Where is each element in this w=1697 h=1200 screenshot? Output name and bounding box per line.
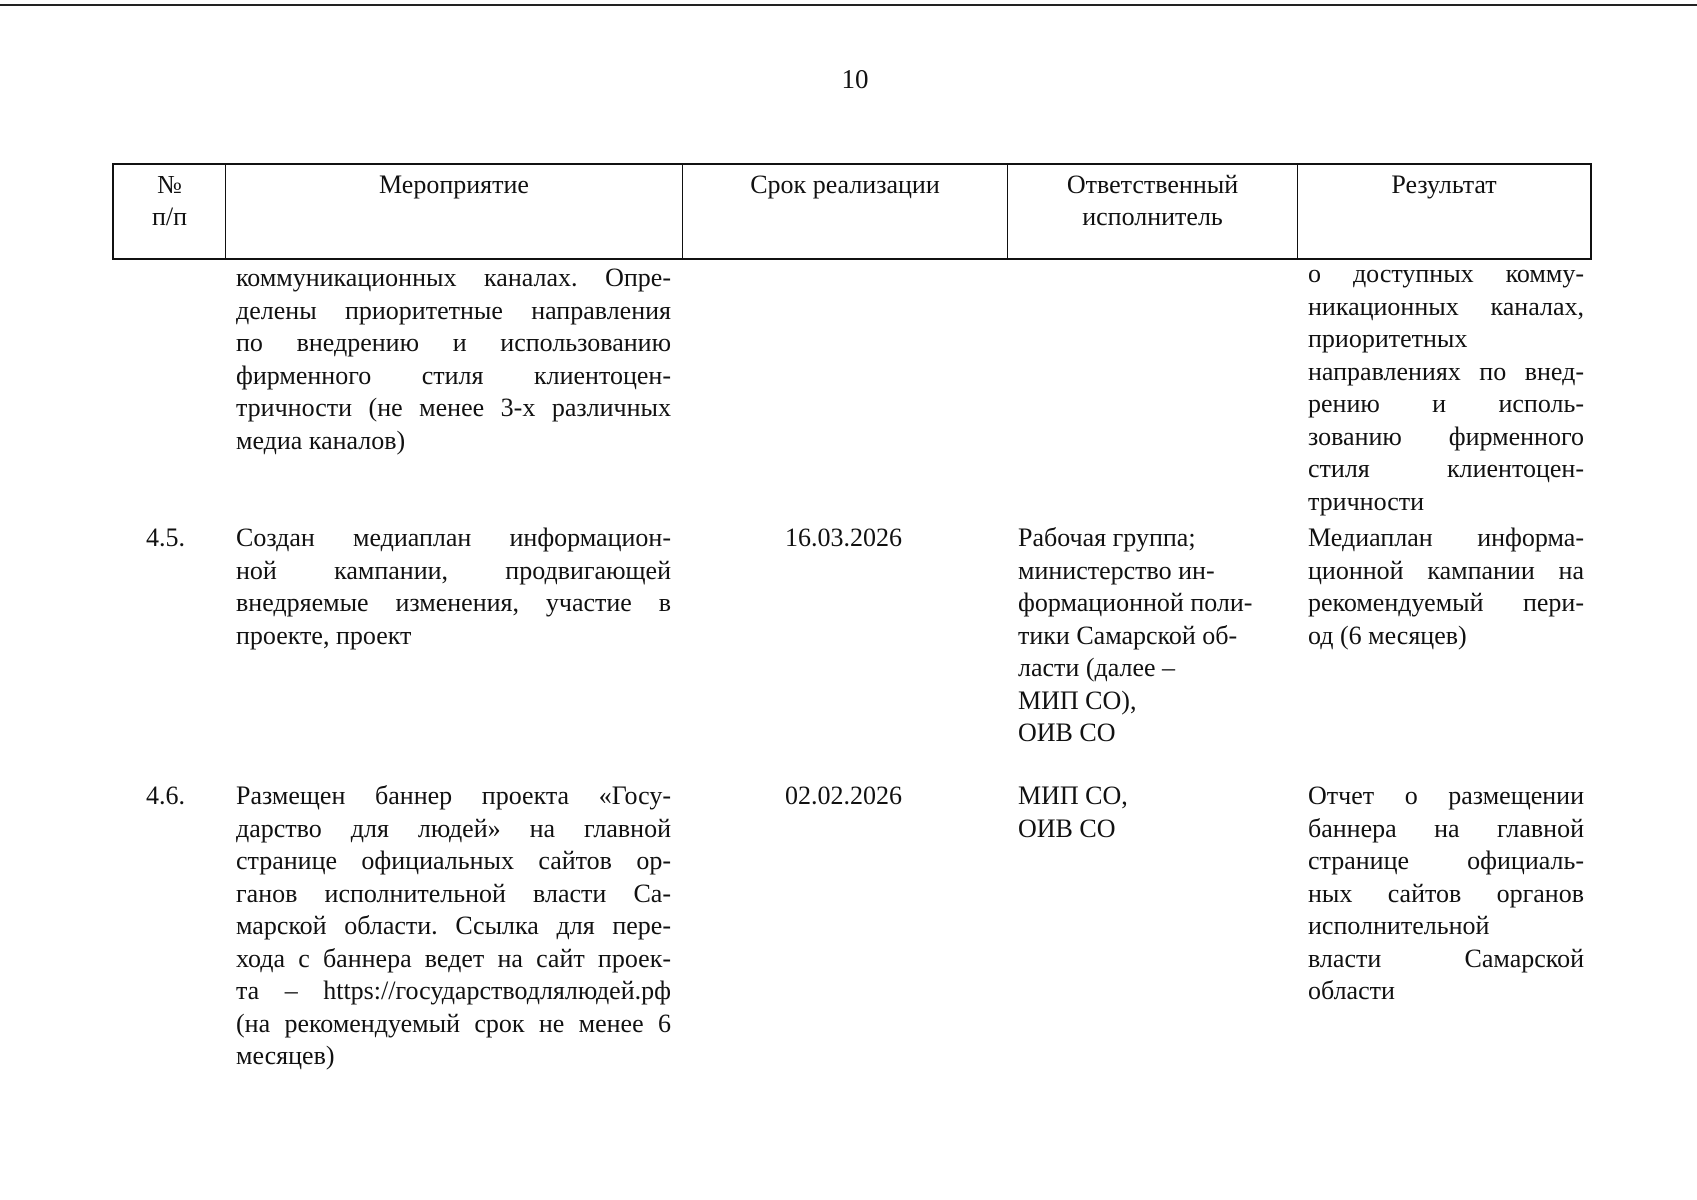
activity-line: Создан медиаплан информацион- [236,523,671,552]
result-line: приоритетных [1308,324,1468,353]
table-row [112,780,1592,1073]
row-responsible: МИП СО, ОИВ СО [1018,781,1128,843]
header-deadline: Срок реализации [683,165,1008,258]
result-line: зованию фирменного [1308,421,1584,451]
table-row [112,522,1592,750]
activity-line: Размещен баннер проекта «Госу- [236,781,671,810]
activity-line: по внедрению и использованию [236,328,671,357]
row-result [1296,522,1588,750]
result-line: направлениях по внед- [1308,356,1584,386]
row-num: 4.5. [146,523,185,552]
activity-line: месяцев) [236,1041,335,1070]
activity-line: та – https://государстводлялюдей.рф [236,976,671,1005]
result-line: власти Самарской [1308,943,1584,973]
result-line: о доступных комму- [1308,259,1584,288]
row-responsible [1006,262,1296,518]
top-rule [0,4,1697,6]
activity-line: коммуникационных каналах. Опре- [236,263,671,292]
row-activity [224,780,681,1073]
activity-line: ной кампании, продвигающей [236,555,671,585]
row-deadline [681,262,1006,518]
result-line: никационных каналах, [1308,291,1584,321]
result-line: рению и исполь- [1308,389,1584,418]
activity-line: ганов исполнительной власти Са- [236,878,671,908]
table-row [112,259,1592,518]
activity-line: странице официальных сайтов ор- [236,846,671,875]
row-num: 4.6. [146,781,185,810]
result-line: Отчет о размещении [1308,781,1584,810]
result-line: тричности [1308,486,1425,516]
row-activity [224,522,681,750]
header-num: № п/п [114,165,226,258]
result-line: стиля клиентоцен- [1308,454,1584,483]
header-responsible: Ответственный исполнитель [1008,165,1298,258]
row-responsible: Рабочая группа; министерство ин- формационной поли- тики Самарской об- ласти (далее – МИП СО), ОИВ СО [1018,523,1253,747]
result-line: рекомендуемый пери- [1308,588,1584,617]
header-activity: Мероприятие [226,165,683,258]
result-line: Медиаплан информа- [1308,523,1584,552]
result-line: ционной кампании на [1308,555,1584,585]
activity-line: внедряемые изменения, участие в [236,588,671,617]
row-num [112,262,224,518]
activity-line: медиа каналов) [236,425,406,455]
row-activity [224,262,681,518]
activity-line: делены приоритетные направления [236,295,671,325]
activity-line: хода с баннера ведет на сайт проек- [236,943,671,973]
result-line: баннера на главной [1308,813,1584,843]
result-line: ных сайтов органов [1308,878,1584,908]
result-line: исполнительной [1308,911,1490,940]
result-line: странице официаль- [1308,846,1584,875]
table-header [112,163,1592,260]
result-line: области [1308,976,1395,1005]
activity-line: дарство для людей» на главной [236,813,671,843]
activity-line: проекте, проект [236,620,412,650]
row-result [1296,258,1588,518]
activity-line: марской области. Ссылка для пере- [236,911,671,940]
activity-line: тричности (не менее 3-х различных [236,393,671,422]
row-deadline: 16.03.2026 [785,523,902,552]
row-result [1296,780,1588,1073]
result-line: од (6 месяцев) [1308,620,1467,650]
activity-line: (на рекомендуемый срок не менее 6 [236,1008,671,1038]
activity-line: фирменного стиля клиентоцен- [236,360,671,390]
header-result: Результат [1391,170,1497,199]
page-number: 10 [841,64,869,94]
row-deadline: 02.02.2026 [785,781,902,810]
